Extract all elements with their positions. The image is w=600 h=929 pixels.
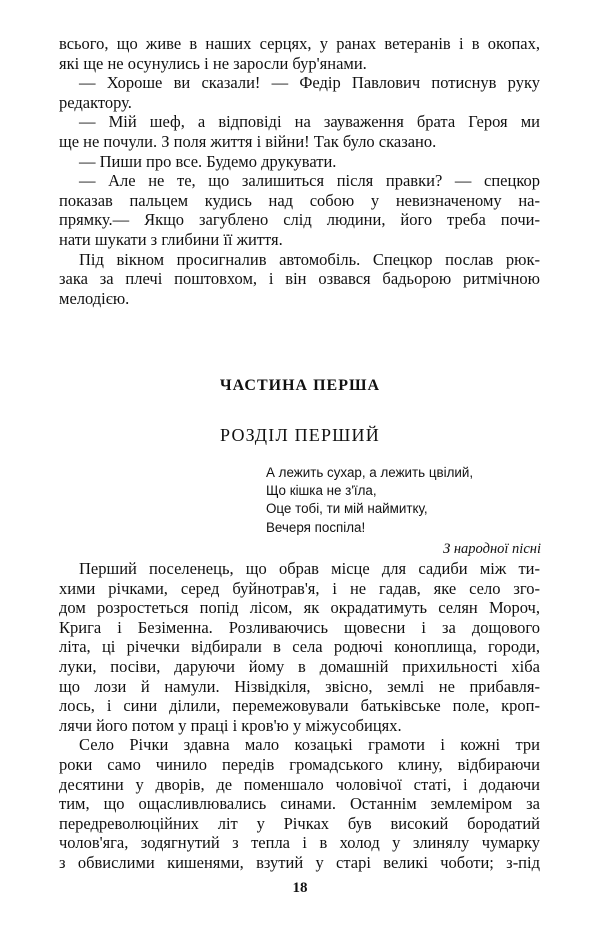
text-line: тим, що ощасливлювались синами. Останнім землеміром за [59, 794, 540, 814]
text-line: луки, посіви, даруючи йому в домашній прихильності хіба [59, 656, 540, 676]
text-line: ще не почули. З поля життя і війни! Так було сказано. [59, 131, 437, 151]
text-line: літа, ці річечки відбирали в села родючі коноплища, городи, [59, 637, 540, 657]
epigraph-line: Що кішка не з'їла, [266, 483, 377, 499]
text-line: чолов'яга, зодягнутий з тепла і в холод у злинялу чумарку [59, 833, 540, 853]
text-line: всього, що живе в наших серцях, у ранах ветеранів і в окопах, [59, 34, 540, 53]
text-line: лось, і сини ділили, перемежовували батьківське поле, кроп- [59, 696, 540, 716]
text-line: — Але не те, що залишиться після правки? — спецкор [79, 171, 540, 191]
chapter-title: РОЗДІЛ ПЕРШИЙ [220, 425, 380, 445]
text-line: Під вікном просигналив автомобіль. Спецкор послав рюк- [79, 249, 540, 269]
text-line: Село Річки здавна мало козацькі грамоти і кожні три [79, 735, 540, 755]
text-line: показав пальцем кудись над собою у невизначеному на- [59, 190, 540, 210]
text-line: десятини у дворів, де поменшало чоловічої статі, і додаючи [59, 774, 540, 794]
page-number: 18 [292, 880, 308, 896]
text-line: нати шукати з глибини її життя. [59, 229, 283, 249]
intro-text [59, 34, 540, 308]
chapter-body-text [59, 559, 540, 873]
text-line: які ще не осунулись і не заросли бур'янами. [59, 53, 367, 73]
text-line: мелодією. [59, 288, 130, 308]
text-line: лячи його потом у праці і кров'ю у міжусобицях. [59, 715, 402, 735]
text-line: що лози й намули. Нізвідкіля, звісно, землі не прибавля- [59, 676, 540, 696]
text-line: зака за плечі поштовхом, і він озвався бадьорою ритмічною [59, 269, 540, 289]
text-line: з обвислими кишенями, взутий у старі великі чоботи; з-під [59, 852, 540, 872]
epigraph [266, 464, 541, 559]
part-title: ЧАСТИНА ПЕРША [219, 377, 381, 394]
text-line: передреволюційних літ у Річках був високий бородатий [59, 813, 540, 833]
text-line: — Мій шеф, а відповіді на зауваження брата Героя ми [79, 112, 540, 132]
text-line: роки само чинило передів громадського клину, відбираючи [59, 754, 540, 774]
text-line: хими річками, серед буйнотрав'я, і не гадав, яке село зго- [59, 578, 540, 598]
text-line: редактору. [59, 92, 132, 112]
text-line: Крига і Безіменна. Розливаючись щовесни і за дощового [59, 617, 540, 637]
text-line: прямку.— Якщо загублено слід людини, його треба почи- [59, 210, 540, 230]
epigraph-source: З народної пісні [443, 540, 541, 557]
text-line: — Пиши про все. Будемо друкувати. [79, 151, 337, 171]
text-line: Перший поселенець, що обрав місце для садиби між ти- [79, 559, 540, 578]
epigraph-line: Вечеря поспіла! [266, 519, 366, 535]
epigraph-line: Оце тобі, ти мій наймитку, [266, 501, 428, 517]
text-line: дом розростеться попід лісом, як окрадатимуть селян Мороч, [59, 598, 540, 618]
epigraph-line: А лежить сухар, а лежить цвілий, [266, 465, 474, 480]
text-line: — Хороше ви сказали! — Федір Павлович потиснув руку [79, 73, 540, 93]
